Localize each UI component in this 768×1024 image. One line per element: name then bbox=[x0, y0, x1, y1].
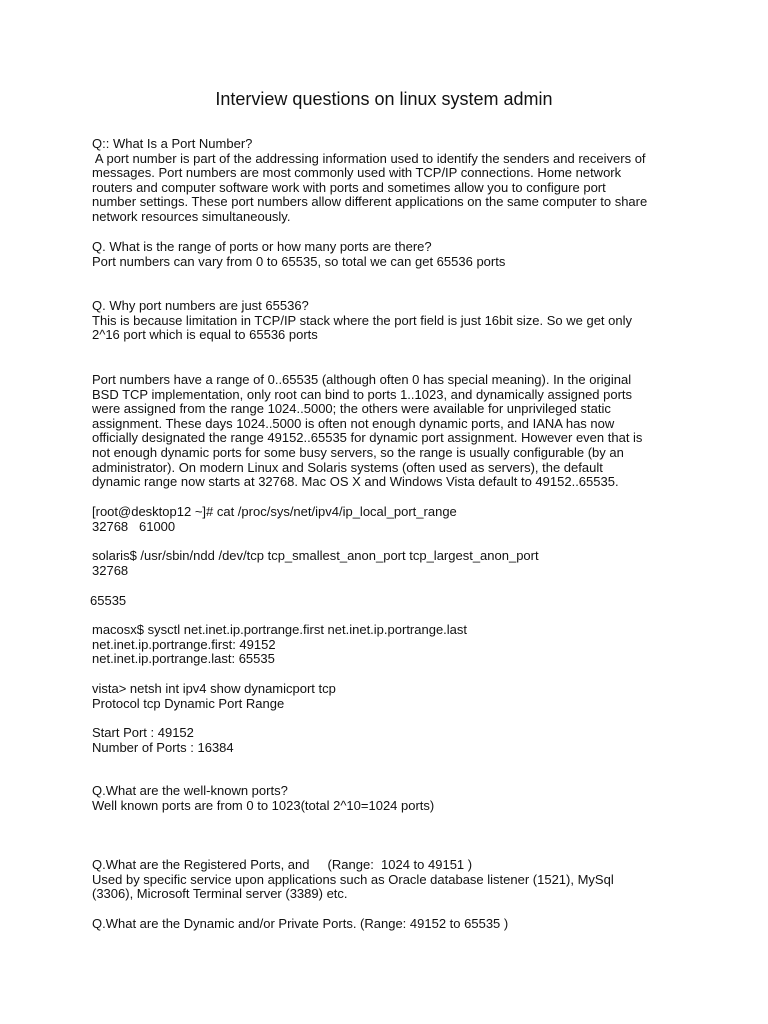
paragraph-q2 bbox=[92, 240, 682, 269]
text-line: Q. Why port numbers are just 65536? bbox=[92, 298, 309, 313]
text-line: Q:: What Is a Port Number? bbox=[92, 136, 253, 151]
text-line: 32768 61000 bbox=[92, 518, 176, 534]
text-line: (3306), Microsoft Terminal server (3389) etc. bbox=[92, 886, 348, 902]
text-line: messages. Port numbers are most commonly used with TCP/IP connections. Home network bbox=[92, 165, 622, 181]
text-line: macosx$ sysctl net.inet.ip.portrange.first net.inet.ip.portrange.last bbox=[92, 622, 468, 637]
text-line: A port number is part of the addressing information used to identify the senders and receivers of bbox=[92, 150, 646, 166]
text-line: Number of Ports : 16384 bbox=[92, 739, 234, 755]
paragraph-q5 bbox=[92, 858, 682, 902]
text-line: were assigned from the range 1024..5000; the others were available for unprivileged static bbox=[92, 401, 611, 417]
text-line: routers and computer software work with ports and sometimes allow you to configure port bbox=[92, 179, 606, 195]
code-block-macosx bbox=[92, 623, 682, 667]
code-output-vista bbox=[92, 726, 682, 755]
text-line: Well known ports are from 0 to 1023(total 2^10=1024 ports) bbox=[92, 797, 435, 813]
text-line: 32768 bbox=[92, 562, 129, 578]
text-line: This is because limitation in TCP/IP stack where the port field is just 16bit size. So we get only bbox=[92, 312, 632, 328]
text-line: Q.What are the Dynamic and/or Private Ports. (Range: 49152 to 65535 ) bbox=[92, 916, 509, 931]
text-line: not enough dynamic ports for some busy servers, so the range is usually configurable (by an bbox=[92, 444, 624, 460]
text-line: administrator). On modern Linux and Solaris systems (often used as servers), the default bbox=[92, 459, 603, 475]
paragraph-range-explanation bbox=[92, 373, 682, 490]
text-line: dynamic range now starts at 32768. Mac OS X and Windows Vista default to 49152..65535. bbox=[92, 474, 619, 490]
code-output-solaris bbox=[90, 594, 680, 609]
text-line: net.inet.ip.portrange.last: 65535 bbox=[92, 651, 275, 667]
text-line: network resources simultaneously. bbox=[92, 208, 291, 224]
text-line: Protocol tcp Dynamic Port Range bbox=[92, 695, 285, 711]
text-line: Port numbers have a range of 0..65535 (although often 0 has special meaning). In the original bbox=[92, 372, 632, 387]
text-line: number settings. These port numbers allow different applications on the same computer to share bbox=[92, 194, 648, 210]
code-block-vista bbox=[92, 682, 682, 711]
paragraph-q1 bbox=[92, 137, 682, 225]
text-line: [root@desktop12 ~]# cat /proc/sys/net/ipv4/ip_local_port_range bbox=[92, 504, 457, 519]
text-line: Used by specific service upon applications such as Oracle database listener (1521), MySql bbox=[92, 871, 614, 887]
text-line: solaris$ /usr/sbin/ndd /dev/tcp tcp_smallest_anon_port tcp_largest_anon_port bbox=[92, 548, 539, 563]
text-line: Start Port : 49152 bbox=[92, 725, 194, 740]
text-line: Port numbers can vary from 0 to 65535, so total we can get 65536 ports bbox=[92, 253, 506, 269]
text-line: Q.What are the Registered Ports, and (Range: 1024 to 49151 ) bbox=[92, 857, 473, 872]
paragraph-q4 bbox=[92, 784, 682, 813]
paragraph-q3 bbox=[92, 299, 682, 343]
text-line: BSD TCP implementation, only root can bind to ports 1..1023, and dynamically assigned ports bbox=[92, 386, 633, 402]
text-line: 2^16 port which is equal to 65536 ports bbox=[92, 327, 318, 343]
code-block-solaris bbox=[92, 549, 682, 578]
text-line: Q.What are the well-known ports? bbox=[92, 783, 288, 798]
code-block-linux bbox=[92, 505, 682, 534]
text-line: Q. What is the range of ports or how many ports are there? bbox=[92, 239, 432, 254]
page-title: Interview questions on linux system admin bbox=[215, 89, 553, 109]
text-line: vista> netsh int ipv4 show dynamicport tcp bbox=[92, 681, 336, 696]
text-line: assignment. These days 1024..5000 is often not enough dynamic ports, and IANA has now bbox=[92, 415, 615, 431]
text-line: 65535 bbox=[90, 593, 127, 608]
paragraph-q6 bbox=[92, 917, 682, 932]
text-line: officially designated the range 49152..65535 for dynamic port assignment. However even that is bbox=[92, 430, 643, 446]
text-line: net.inet.ip.portrange.first: 49152 bbox=[92, 636, 276, 652]
